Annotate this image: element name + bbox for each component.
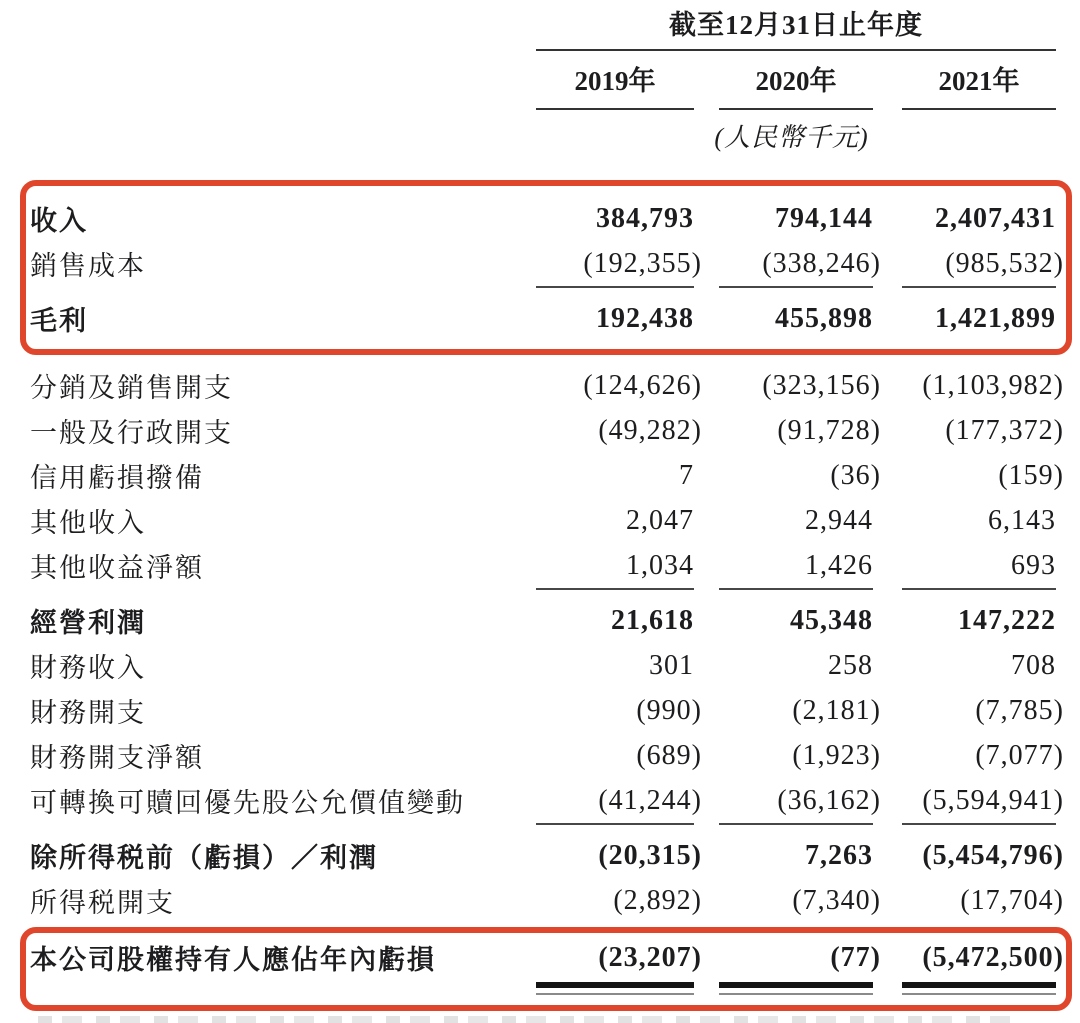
value-2019: (41,244) xyxy=(598,784,702,816)
row-label: 收入 xyxy=(30,206,88,236)
value-2020: 7,263 xyxy=(805,839,873,871)
value-2021: (7,077) xyxy=(975,739,1064,771)
value-2021: 2,407,431 xyxy=(935,202,1056,234)
table-row xyxy=(30,643,1064,688)
value-2019: (49,282) xyxy=(598,414,702,446)
value-2021: 708 xyxy=(1011,649,1056,681)
period-header-text: 截至12月31日止年度 xyxy=(669,10,923,40)
value-2020: (91,728) xyxy=(777,414,881,446)
value-2020: 258 xyxy=(828,649,873,681)
year-headers-row xyxy=(30,59,1064,110)
value-2020: (323,156) xyxy=(762,369,881,401)
column-rule-2019 xyxy=(536,286,702,288)
year-header-2021 xyxy=(881,59,1064,110)
table-row xyxy=(30,363,1064,408)
year-header-2019-text: 2019年 xyxy=(574,66,656,96)
column-rule-2020 xyxy=(702,982,881,995)
value-2021: (159) xyxy=(998,459,1064,491)
table-row xyxy=(30,498,1064,543)
value-2019: (2,892) xyxy=(613,884,702,916)
row-label: 其他收益淨額 xyxy=(30,553,204,583)
year-2021-rule xyxy=(902,108,1056,110)
row-label: 財務開支 xyxy=(30,698,146,728)
column-rule-2021 xyxy=(881,588,1064,590)
column-rule-2020 xyxy=(702,588,881,590)
value-2019: (990) xyxy=(636,694,702,726)
value-2019: 2,047 xyxy=(626,504,694,536)
year-2020-rule xyxy=(719,108,873,110)
value-2021: 147,222 xyxy=(958,604,1056,636)
row-label: 其他收入 xyxy=(30,508,146,538)
table-row xyxy=(30,453,1064,498)
value-2021: 6,143 xyxy=(988,504,1056,536)
column-rule-2021 xyxy=(881,982,1064,995)
row-label: 本公司股權持有人應佔年內虧損 xyxy=(30,945,436,975)
row-label: 財務收入 xyxy=(30,653,146,683)
row-label: 除所得税前（虧損）／利潤 xyxy=(30,843,378,873)
value-2019: 7 xyxy=(679,459,694,491)
year-header-2021-text: 2021年 xyxy=(938,66,1020,96)
value-2020: (77) xyxy=(830,941,881,973)
row-label: 可轉換可贖回優先股公允價值變動 xyxy=(30,788,465,818)
table-body xyxy=(30,180,1064,1011)
row-label: 銷售成本 xyxy=(30,251,146,281)
table-row xyxy=(30,598,1064,643)
table-row xyxy=(30,778,1064,823)
value-2019: 21,618 xyxy=(611,604,694,636)
table-row xyxy=(30,408,1064,453)
value-2020: (36,162) xyxy=(777,784,881,816)
value-2021: (177,372) xyxy=(945,414,1064,446)
value-2020: (7,340) xyxy=(792,884,881,916)
row-label: 毛利 xyxy=(30,306,88,336)
value-2020: 2,944 xyxy=(805,504,873,536)
row-label: 所得税開支 xyxy=(30,888,175,918)
period-header xyxy=(536,6,1064,51)
row-label: 經營利潤 xyxy=(30,608,146,638)
year-header-2020 xyxy=(702,59,881,110)
column-rule-2020 xyxy=(702,286,881,288)
value-2020: 1,426 xyxy=(805,549,873,581)
table-row xyxy=(30,733,1064,778)
value-2020: 45,348 xyxy=(790,604,873,636)
value-2019: 192,438 xyxy=(596,302,694,334)
table-row xyxy=(30,241,1064,286)
table-row xyxy=(30,296,1064,341)
value-2019: (23,207) xyxy=(598,941,702,973)
table-row xyxy=(30,833,1064,878)
row-label: 財務開支淨額 xyxy=(30,743,204,773)
value-2021: (985,532) xyxy=(945,247,1064,279)
column-rule-2019 xyxy=(536,982,702,995)
year-2019-rule xyxy=(536,108,694,110)
row-label: 分銷及銷售開支 xyxy=(30,373,233,403)
value-2020: 794,144 xyxy=(775,202,873,234)
unit-note: (人民幣千元) xyxy=(714,122,869,152)
table-row xyxy=(30,543,1064,588)
value-2021: 1,421,899 xyxy=(935,302,1056,334)
year-header-2020-text: 2020年 xyxy=(755,66,837,96)
period-header-row xyxy=(30,6,1064,51)
value-2019: 384,793 xyxy=(596,202,694,234)
value-2020: (338,246) xyxy=(762,247,881,279)
value-2021: 693 xyxy=(1011,549,1056,581)
column-rule-2019 xyxy=(536,823,702,825)
table-row xyxy=(30,878,1064,923)
value-2020: (1,923) xyxy=(792,739,881,771)
value-2019: (20,315) xyxy=(598,839,702,871)
value-2021: (5,472,500) xyxy=(922,941,1064,973)
highlight-box xyxy=(20,180,1072,355)
value-2019: (124,626) xyxy=(583,369,702,401)
value-2019: (192,355) xyxy=(583,247,702,279)
highlight-box xyxy=(20,927,1072,1011)
row-group xyxy=(30,359,1064,923)
row-label: 信用虧損撥備 xyxy=(30,463,204,493)
year-header-2019 xyxy=(536,59,702,110)
value-2020: (36) xyxy=(830,459,881,491)
column-rule-2021 xyxy=(881,286,1064,288)
value-2021: (17,704) xyxy=(960,884,1064,916)
value-2021: (1,103,982) xyxy=(922,369,1064,401)
column-rule-row xyxy=(30,982,1064,995)
value-2021: (7,785) xyxy=(975,694,1064,726)
unit-note-row xyxy=(30,114,1064,156)
value-2021: (5,454,796) xyxy=(922,839,1064,871)
column-rule-row xyxy=(30,588,1064,590)
column-rule-row xyxy=(30,823,1064,825)
cropped-next-line xyxy=(38,1016,1018,1023)
value-2019: (689) xyxy=(636,739,702,771)
table-row xyxy=(30,196,1064,241)
column-rule-2019 xyxy=(536,588,702,590)
value-2020: 455,898 xyxy=(775,302,873,334)
column-rule-2020 xyxy=(702,823,881,825)
column-rule-2021 xyxy=(881,823,1064,825)
column-rule-row xyxy=(30,286,1064,288)
table-row xyxy=(30,688,1064,733)
table-row xyxy=(30,935,1064,980)
value-2019: 1,034 xyxy=(626,549,694,581)
value-2019: 301 xyxy=(649,649,694,681)
value-2020: (2,181) xyxy=(792,694,881,726)
value-2021: (5,594,941) xyxy=(922,784,1064,816)
row-label: 一般及行政開支 xyxy=(30,418,233,448)
period-header-rule xyxy=(536,49,1056,51)
